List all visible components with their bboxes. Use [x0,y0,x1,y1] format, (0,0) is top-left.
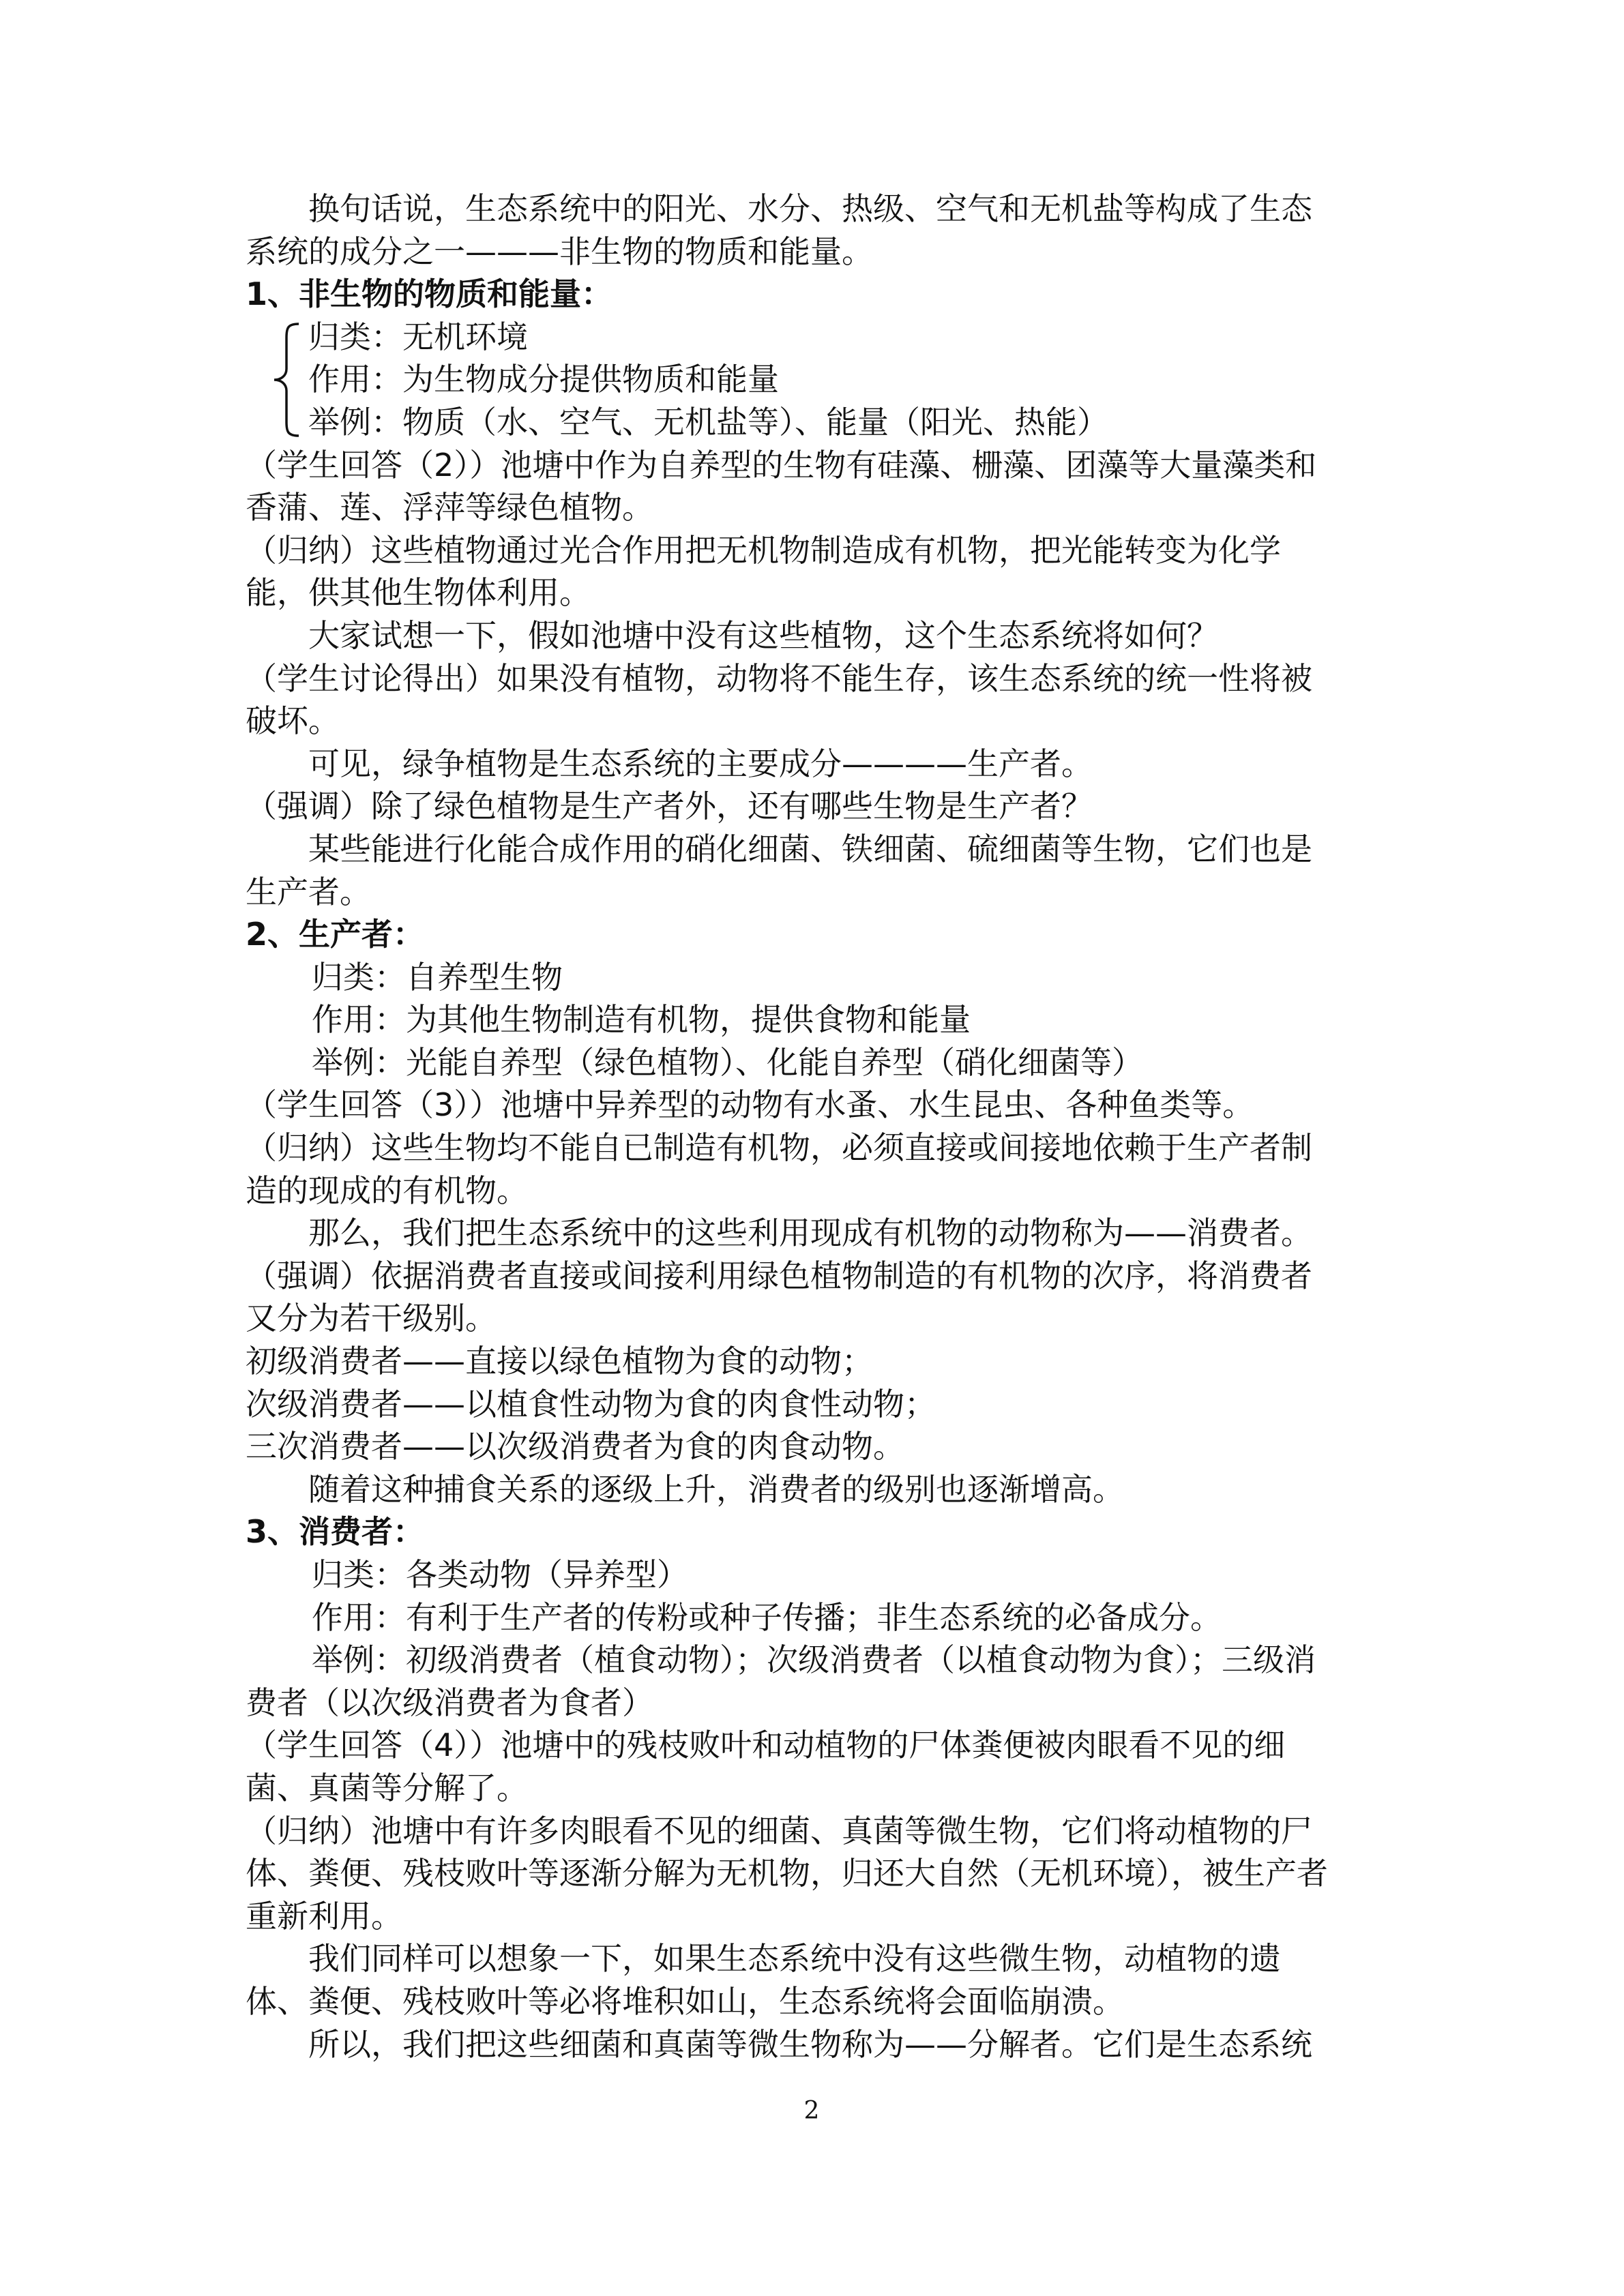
paragraph-line: 某些能进行化能合成作用的硝化细菌、铁细菌、硫细菌等生物，它们也是 [308,830,1312,867]
paragraph-line: 又分为若干级别。 [246,1300,497,1337]
paragraph-line: （归纳）池塘中有许多肉眼看不见的细菌、真菌等微生物，它们将动植物的尸 [246,1812,1312,1849]
paragraph-line: 破坏。 [246,702,340,740]
page-number: 2 [803,2097,820,2125]
paragraph-line: （学生回答（4））池塘中的残枝败叶和动植物的尸体粪便被肉眼看不见的细 [246,1727,1286,1764]
paragraph-line: 随着这种捕食关系的逐级上升，消费者的级别也逐渐增高。 [308,1470,1124,1508]
paragraph-line: 可见，绿争植物是生态系统的主要成分————生产者。 [308,745,1093,782]
paragraph-line: 重新利用。 [246,1897,402,1935]
paragraph-line: 我们同样可以想象一下，如果生态系统中没有这些微生物，动植物的遗 [308,1940,1281,1978]
paragraph-line: 生产者。 [246,873,371,910]
paragraph-line: 菌、真菌等分解了。 [246,1769,528,1806]
paragraph-line: （归纳）这些生物均不能自已制造有机物，必须直接或间接地依赖于生产者制 [246,1129,1312,1167]
list-item: 举例：初级消费者（植食动物）；次级消费者（以植食动物为食）；三级消 [312,1641,1316,1679]
paragraph-line: 造的现成的有机物。 [246,1172,528,1209]
section-heading-3: 3、消费者： [246,1513,425,1551]
paragraph-line: 香蒲、莲、浮萍等绿色植物。 [246,489,653,526]
paragraph-line: 次级消费者——以植食性动物为食的肉食性动物； [246,1385,936,1422]
paragraph-line: 大家试想一下，假如池塘中没有这些植物，这个生态系统将如何？ [308,616,1218,654]
paragraph-line: 换句话说，生态系统中的阳光、水分、热级、空气和无机盐等构成了生态 [308,190,1312,227]
paragraph-line: （学生回答（2））池塘中作为自养型的生物有硅藻、栅藻、团藻等大量藻类和 [246,446,1317,483]
section-heading-2: 2、生产者： [246,916,425,953]
list-item: 举例：光能自养型（绿色植物）、化能自养型（硝化细菌等） [312,1043,1143,1081]
list-item: 归类：无机环境 [308,318,528,355]
curly-brace-icon [271,321,301,438]
paragraph-line: 系统的成分之一———非生物的物质和能量。 [246,233,873,270]
list-item: 作用：为其他生物制造有机物，提供食物和能量 [312,1001,971,1039]
list-item: 归类：各类动物（异养型） [312,1556,688,1593]
paragraph-line: 体、粪便、残枝败叶等逐渐分解为无机物，归还大自然（无机环境），被生产者 [246,1855,1328,1892]
document-body [246,188,1378,2066]
brace-group [246,316,1378,444]
paragraph-line: （强调）除了绿色植物是生产者外，还有哪些生物是生产者？ [246,788,1093,825]
paragraph-line: （强调）依据消费者直接或间接利用绿色植物制造的有机物的次序，将消费者 [246,1257,1312,1294]
paragraph-line: （归纳）这些植物通过光合作用把无机物制造成有机物，把光能转变为化学 [246,531,1281,569]
list-item: 作用：有利于生产者的传粉或种子传播；非生态系统的必备成分。 [312,1598,1222,1636]
paragraph-line: （学生讨论得出）如果没有植物，动物将不能生存，该生态系统的统一性将被 [246,659,1312,697]
paragraph-line: 所以，我们把这些细菌和真菌等微生物称为——分解者。它们是生态系统 [308,2025,1312,2063]
list-item: 作用：为生物成分提供物质和能量 [308,361,779,398]
paragraph-line: 体、粪便、残枝败叶等必将堆积如山，生态系统将会面临崩溃。 [246,1982,1124,2020]
paragraph-line: 初级消费者——直接以绿色植物为食的动物； [246,1343,873,1380]
section-heading-1: 1、非生物的物质和能量： [246,275,613,313]
paragraph-line: 能，供其他生物体利用。 [246,574,591,612]
list-item: 举例：物质（水、空气、无机盐等）、能量（阳光、热能） [308,403,1108,441]
paragraph-line: 三次消费者——以次级消费者为食的肉食动物。 [246,1428,904,1465]
list-item: 归类：自养型生物 [312,958,563,996]
paragraph-line: 费者（以次级消费者为食者） [246,1684,653,1721]
paragraph-line: （学生回答（3））池塘中异养型的动物有水蚤、水生昆虫、各种鱼类等。 [246,1086,1254,1124]
paragraph-line: 那么，我们把生态系统中的这些利用现成有机物的动物称为——消费者。 [308,1214,1312,1252]
